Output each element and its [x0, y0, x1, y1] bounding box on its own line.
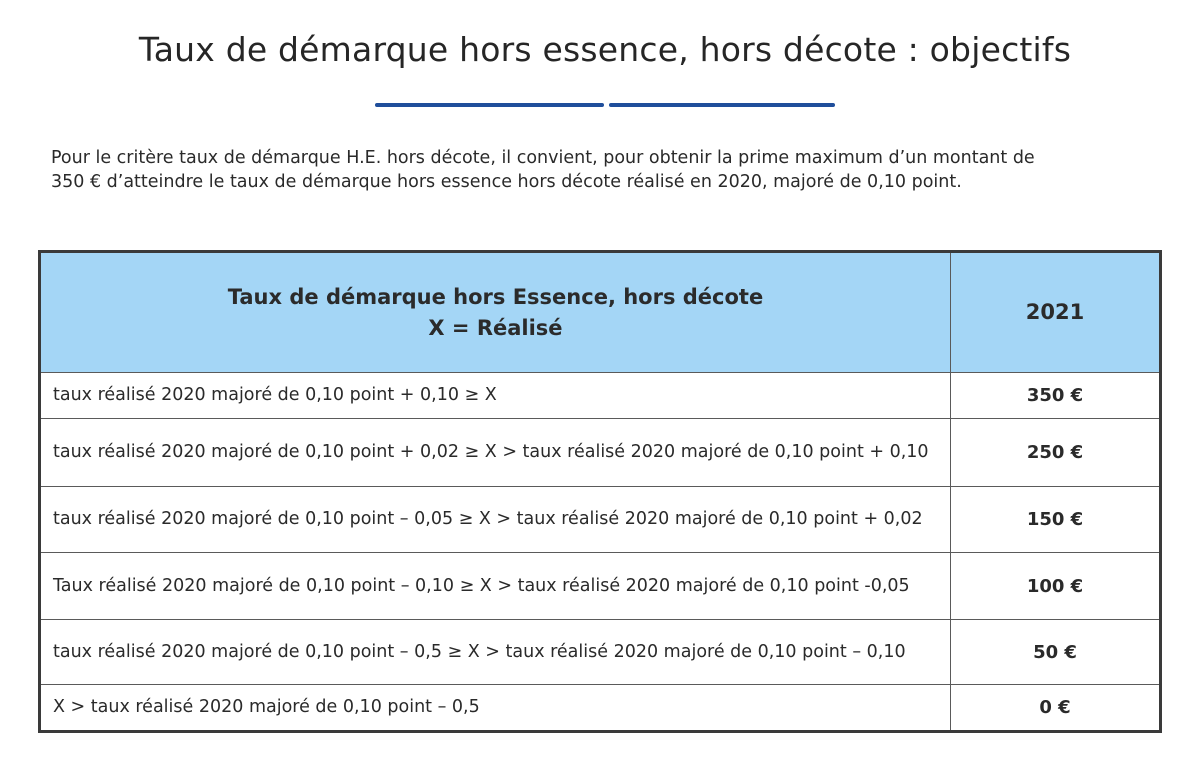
table-row [40, 685, 1161, 732]
header-year: 2021 [951, 252, 1161, 373]
header-condition-line-1: Taux de démarque hors Essence, hors décote [227, 284, 764, 309]
row-amount: 150 € [951, 487, 1161, 553]
intro-line-2: 350 € d’atteindre le taux de démarque hors essence hors décote réalisé en 2020, majoré de 0,10 point. [51, 172, 962, 192]
row-amount: 350 € [951, 373, 1161, 419]
row-condition: taux réalisé 2020 majoré de 0,10 point + 0,02 ≥ X > taux réalisé 2020 majoré de 0,10 point + 0,10 [40, 419, 951, 487]
table-row [40, 620, 1161, 685]
row-condition: Taux réalisé 2020 majoré de 0,10 point – 0,10 ≥ X > taux réalisé 2020 majoré de 0,10 point -0,05 [40, 553, 951, 620]
intro-line-1: Pour le critère taux de démarque H.E. hors décote, il convient, pour obtenir la prime maximum d’un montant de [51, 148, 1035, 168]
row-amount: 50 € [951, 620, 1161, 685]
intro-paragraph [51, 146, 1200, 194]
row-condition: taux réalisé 2020 majoré de 0,10 point + 0,10 ≥ X [40, 373, 951, 419]
row-condition: X > taux réalisé 2020 majoré de 0,10 point – 0,5 [40, 685, 951, 732]
objectives-table [38, 250, 1162, 733]
table-row [40, 373, 1161, 419]
row-amount: 0 € [951, 685, 1161, 732]
table-row [40, 487, 1161, 553]
title-underline-right [609, 103, 835, 107]
table-row [40, 553, 1161, 620]
row-condition: taux réalisé 2020 majoré de 0,10 point – 0,05 ≥ X > taux réalisé 2020 majoré de 0,10 point + 0,02 [40, 487, 951, 553]
row-amount: 100 € [951, 553, 1161, 620]
row-amount: 250 € [951, 419, 1161, 487]
table-header-row [40, 252, 1161, 373]
header-condition-line-2: X = Réalisé [428, 315, 563, 340]
page-title: Taux de démarque hors essence, hors décote : objectifs [138, 30, 1072, 69]
table-row [40, 419, 1161, 487]
header-condition [40, 252, 951, 373]
row-condition: taux réalisé 2020 majoré de 0,10 point – 0,5 ≥ X > taux réalisé 2020 majoré de 0,10 point – 0,10 [40, 620, 951, 685]
title-underline-left [375, 103, 604, 107]
